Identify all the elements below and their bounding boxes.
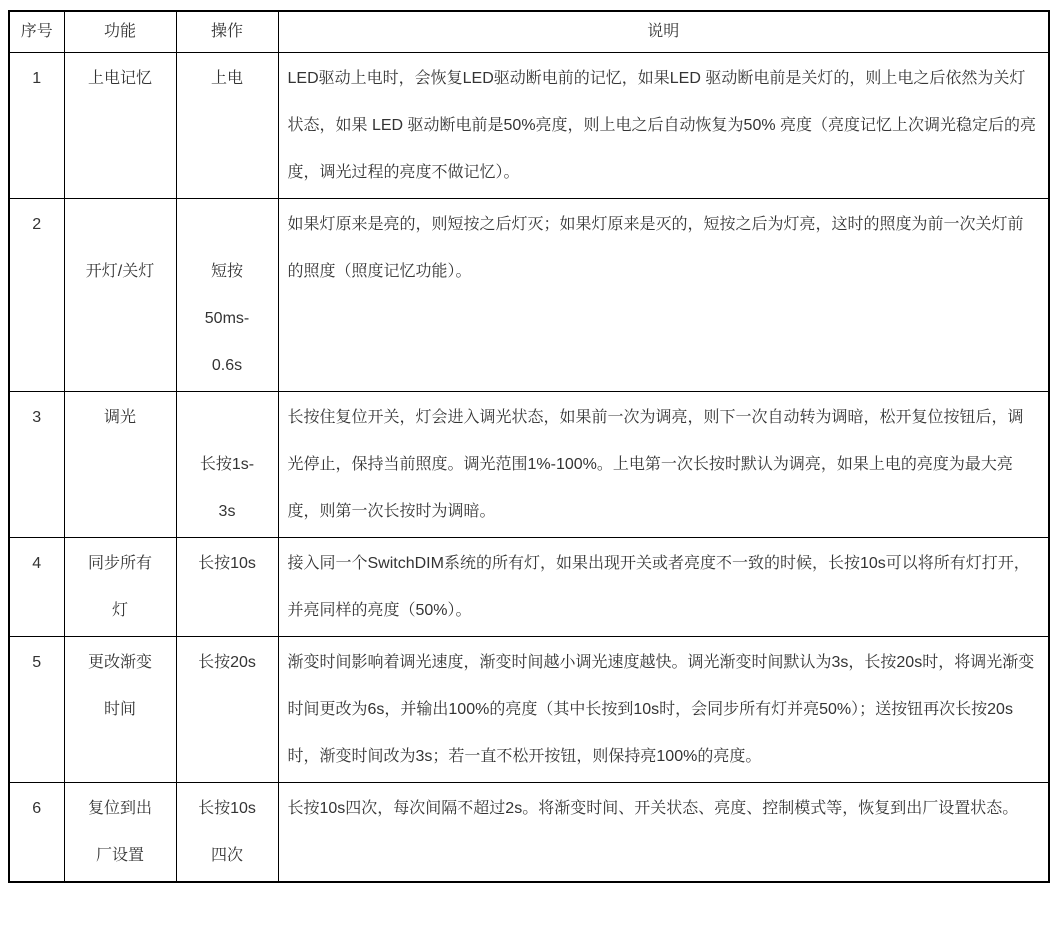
operation-cell: 长按1s- 3s — [176, 392, 278, 538]
row-number-cell: 1 — [9, 53, 64, 199]
header-cell-operation: 操作 — [176, 11, 278, 53]
description-cell: 接入同一个SwitchDIM系统的所有灯，如果出现开关或者亮度不一致的时候，长按10s可以将所有灯打开，并亮同样的亮度（50%）。 — [278, 538, 1049, 637]
led-function-table — [8, 10, 1050, 883]
table-row — [9, 637, 1049, 783]
description-cell: 如果灯原来是亮的，则短按之后灯灭；如果灯原来是灭的，短按之后为灯亮，这时的照度为前一次关灯前的照度（照度记忆功能）。 — [278, 199, 1049, 392]
operation-cell: 短按 50ms- 0.6s — [176, 199, 278, 392]
function-cell: 更改渐变 时间 — [64, 637, 176, 783]
table-row — [9, 783, 1049, 883]
function-cell: 调光 — [64, 392, 176, 538]
table-row — [9, 538, 1049, 637]
header-row — [9, 11, 1049, 53]
table-row — [9, 199, 1049, 392]
table-row — [9, 53, 1049, 199]
header-cell-no: 序号 — [9, 11, 64, 53]
operation-cell: 长按10s — [176, 538, 278, 637]
description-cell: LED驱动上电时，会恢复LED驱动断电前的记忆，如果LED 驱动断电前是关灯的，则上电之后依然为关灯状态，如果 LED 驱动断电前是50%亮度，则上电之后自动恢复为50% 亮度（亮度记忆上次调光稳定后的亮度，调光过程的亮度不做记忆）。 — [278, 53, 1049, 199]
function-cell: 上电记忆 — [64, 53, 176, 199]
row-number-cell: 4 — [9, 538, 64, 637]
header-cell-description: 说明 — [278, 11, 1049, 53]
row-number-cell: 2 — [9, 199, 64, 392]
description-cell: 长按10s四次，每次间隔不超过2s。将渐变时间、开关状态、亮度、控制模式等，恢复到出厂设置状态。 — [278, 783, 1049, 883]
table-row — [9, 392, 1049, 538]
function-cell: 开灯/关灯 — [64, 199, 176, 392]
row-number-cell: 6 — [9, 783, 64, 883]
header-cell-function: 功能 — [64, 11, 176, 53]
operation-cell: 长按10s 四次 — [176, 783, 278, 883]
table-body — [9, 53, 1049, 883]
function-cell: 同步所有 灯 — [64, 538, 176, 637]
row-number-cell: 5 — [9, 637, 64, 783]
operation-cell: 上电 — [176, 53, 278, 199]
row-number-cell: 3 — [9, 392, 64, 538]
description-cell: 渐变时间影响着调光速度，渐变时间越小调光速度越快。调光渐变时间默认为3s，长按20s时，将调光渐变时间更改为6s，并输出100%的亮度（其中长按到10s时，会同步所有灯并亮50%）；送按钮再次长按20s时，渐变时间改为3s；若一直不松开按钮，则保持亮100%的亮度。 — [278, 637, 1049, 783]
operation-cell: 长按20s — [176, 637, 278, 783]
description-cell: 长按住复位开关，灯会进入调光状态，如果前一次为调亮，则下一次自动转为调暗，松开复位按钮后，调光停止，保持当前照度。调光范围1%-100%。上电第一次长按时默认为调亮，如果上电的亮度为最大亮度，则第一次长按时为调暗。 — [278, 392, 1049, 538]
function-cell: 复位到出 厂设置 — [64, 783, 176, 883]
